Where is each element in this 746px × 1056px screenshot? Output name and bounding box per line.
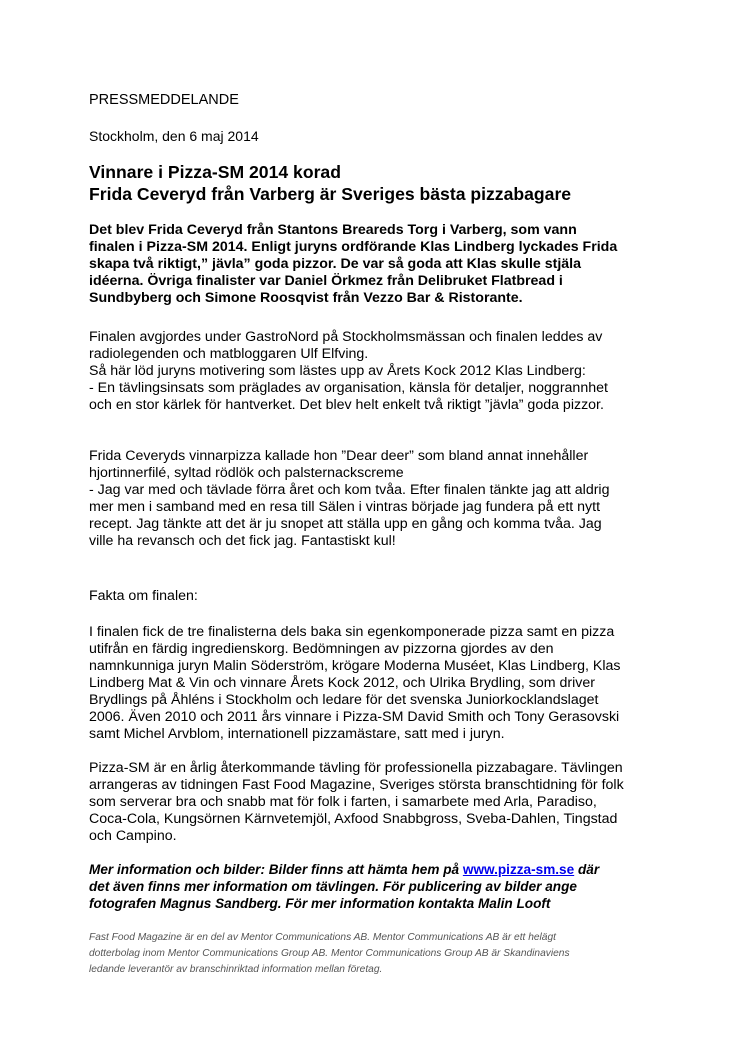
body-line: ville ha revansch och det fick jag. Fantastiskt kul! <box>89 533 396 549</box>
body-line: utifrån en färdig ingredienskorg. Bedömningen av pizzorna gjordes av den <box>89 641 554 657</box>
body-line: Lindberg Mat & Vin och vinnare Årets Kock 2012, och Ulrika Brydling, som driver <box>89 675 595 691</box>
body-line: - En tävlingsinsats som präglades av organisation, känsla för detaljer, noggrannhet <box>89 380 608 396</box>
lead-line: finalen i Pizza-SM 2014. Enligt juryns ordförande Klas Lindberg lyckades Frida <box>89 239 618 255</box>
body-line: samt Michel Arvblom, internationell pizzamästare, satt med i juryn. <box>89 726 505 742</box>
more-info-line: fotografen Magnus Sandberg. För mer information kontakta Malin Looft <box>89 896 551 911</box>
body-line: arrangeras av tidningen Fast Food Magazine, Sveriges största branschtidning för folk <box>89 777 624 793</box>
footer-line: ledande leverantör av branschinriktad information mellan företag. <box>89 964 383 975</box>
dateline: Stockholm, den 6 maj 2014 <box>89 128 259 144</box>
more-info-text: där <box>574 862 600 877</box>
body-line: och en stor kärlek för hantverket. Det blev helt enkelt två riktigt ”jävla” goda pizzor. <box>89 397 604 413</box>
paragraph-about <box>89 760 649 845</box>
headline-line-2: Frida Ceveryd från Varberg är Sveriges bästa pizzabagare <box>89 184 572 204</box>
website-link[interactable]: www.pizza-sm.se <box>462 862 575 877</box>
document-label: PRESSMEDDELANDE <box>89 92 239 108</box>
headline-line-1: Vinnare i Pizza-SM 2014 korad <box>89 162 341 182</box>
headline <box>89 161 571 205</box>
body-line: Brydlings på Åhléns i Stockholm och ledare för det svenska Juniorkocklandslaget <box>89 692 599 708</box>
body-line: som serverar bra och snabb mat för folk i farten, i samarbete med Arla, Paradiso, <box>89 794 597 810</box>
facts-heading: Fakta om finalen: <box>89 588 198 604</box>
body-line: Så här löd juryns motivering som lästes upp av Årets Kock 2012 Klas Lindberg: <box>89 363 586 379</box>
footer-line: Fast Food Magazine är en del av Mentor Communications AB. Mentor Communications AB är ett helägt <box>89 932 556 943</box>
body-line: mer men i samband med en resa till Sälen i vintras började jag fundera på ett nytt <box>89 499 601 515</box>
body-line: 2006. Även 2010 och 2011 års vinnare i Pizza-SM David Smith och Tony Gerasovski <box>89 709 620 725</box>
body-line: hjortinnerfilé, syltad rödlök och palsternackscreme <box>89 465 404 481</box>
paragraph-jury <box>89 624 649 743</box>
body-line: och Campino. <box>89 828 177 844</box>
body-line: namnkunniga juryn Malin Söderström, krögare Moderna Muséet, Klas Lindberg, Klas <box>89 658 621 674</box>
footer-line: dotterbolag inom Mentor Communications Group AB. Mentor Communications Group AB är Skandinaviens <box>89 948 570 959</box>
body-line: - Jag var med och tävlade förra året och kom tvåa. Efter finalen tänkte jag att aldrig <box>89 482 610 498</box>
body-line: Pizza-SM är en årlig återkommande tävling för professionella pizzabagare. Tävlingen <box>89 760 623 776</box>
body-line: recept. Jag tänkte att det är ju snopet att ställa upp en gång och komma tvåa. Jag <box>89 516 602 532</box>
lead-paragraph <box>89 222 649 307</box>
more-info-line <box>89 861 649 878</box>
body-line: radiolegenden och matbloggaren Ulf Elfving. <box>89 346 369 362</box>
body-line: Frida Ceveryds vinnarpizza kallade hon ”Dear deer” som bland annat innehåller <box>89 448 589 464</box>
paragraph-final <box>89 329 649 414</box>
body-line: I finalen fick de tre finalisterna dels baka sin egenkomponerade pizza samt en pizza <box>89 624 615 640</box>
lead-line: skapa två riktigt,” jävla” goda pizzor. De var så goda att Klas skulle stjäla <box>89 256 582 272</box>
body-line: Coca-Cola, Kungsörnen Kärnvetemjöl, Axfood Snabbgross, Sveba-Dahlen, Tingstad <box>89 811 618 827</box>
paragraph-winner-pizza <box>89 448 649 550</box>
body-line: Finalen avgjordes under GastroNord på Stockholmsmässan och finalen leddes av <box>89 329 603 345</box>
more-info-text: Mer information och bilder: Bilder finns att hämta hem på <box>89 862 463 877</box>
lead-line: idéerna. Övriga finalister var Daniel Örkmez från Delibruket Flatbread i <box>89 273 563 289</box>
company-footer <box>89 930 649 978</box>
more-info-line: det även finns mer information om tävlingen. För publicering av bilder ange <box>89 879 577 894</box>
more-information <box>89 861 649 912</box>
lead-line: Det blev Frida Ceveryd från Stantons Breareds Torg i Varberg, som vann <box>89 222 577 238</box>
lead-line: Sundbyberg och Simone Roosqvist från Vezzo Bar & Ristorante. <box>89 290 523 306</box>
